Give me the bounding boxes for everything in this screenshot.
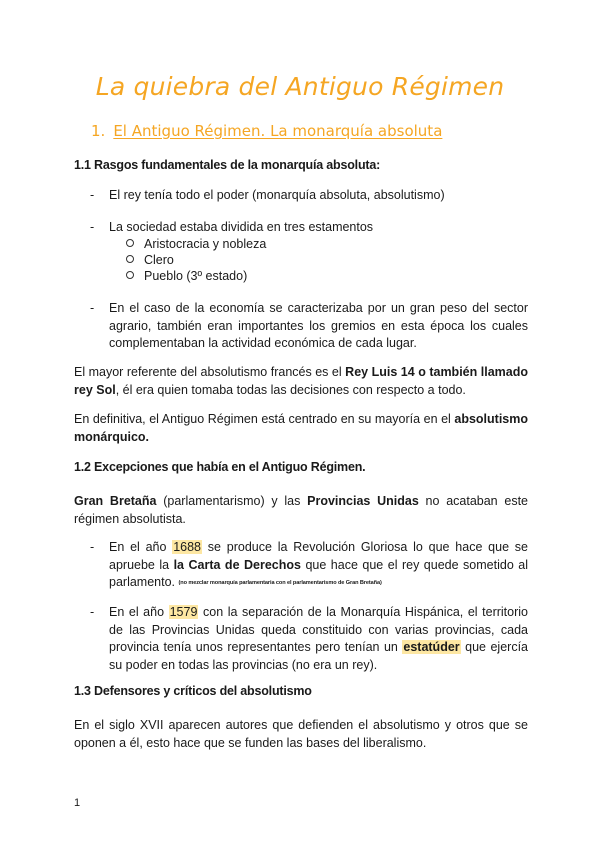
heading-1-1: 1.1 Rasgos fundamentales de la monarquía absoluta: [74, 158, 381, 172]
highlight-year: 1579 [169, 605, 198, 619]
subtitle-number: 1. [91, 122, 106, 140]
bullet-text: La sociedad estaba dividida en tres estamentos [109, 220, 374, 234]
bullet-text: En el caso de la economía se caracterizaba por un gran peso del sector agrario, también eran importantes los gremios en esta época los cuales complementaban la actividad económica de cada lugar. [109, 301, 528, 350]
bullet-text: En el año 1579 con la separación de la Monarquía Hispánica, el territorio de las Provincias Unidas queda constituido con varias provincias, cada provincia tenía unos representantes pero tenían un estatúder que ejercía su poder en todas las provincias (no era un rey). [109, 605, 528, 672]
sub-list-item: Aristocracia y nobleza [126, 236, 266, 252]
paragraph: En definitiva, el Antiguo Régimen está centrado en su mayoría en el absolutismo monárquico. [74, 412, 528, 444]
document-title: La quiebra del Antiguo Régimen [95, 72, 505, 101]
section-subtitle [91, 122, 442, 140]
small-note: (no mezclar monarquía parlamentaria con el parlamentarismo de Gran Bretaña) [178, 580, 382, 586]
heading-1-2: 1.2 Excepciones que había en el Antiguo Régimen. [74, 460, 366, 474]
bullet-text: El rey tenía todo el poder (monarquía absoluta, absolutismo) [109, 188, 445, 202]
sub-list-item: Pueblo (3º estado) [126, 268, 247, 284]
highlight-term: estatúder [403, 640, 460, 654]
highlight-year: 1688 [173, 540, 202, 554]
paragraph: Gran Bretaña (parlamentarismo) y las Provincias Unidas no acataban este régimen absolutista. [74, 494, 529, 526]
paragraph: El mayor referente del absolutismo francés es el Rey Luis 14 o también llamado rey Sol, él era quien tomaba todas las decisiones con respecto a todo. [74, 365, 528, 397]
heading-1-3: 1.3 Defensores y críticos del absolutismo [74, 684, 312, 698]
document-page: La quiebra del Antiguo Régimen 1. El Antiguo Régimen. La monarquía absoluta 1.1 Rasgos fundamentales de la monarquía absoluta: - El rey tenía todo el poder (monarquía absoluta, absolutismo) - La sociedad estaba dividida en tres estamentos Aristocracia y nobleza Clero Pueblo (3º estado) - En el caso de la economía se caracterizaba por un gran peso del sector agrario, también eran importantes los gremios en esta época los cuales complementaban la actividad económica de cada lugar. El mayor referente del absolutismo francés es el Rey Luis 14 o también llamado rey Sol, él era quien tomaba todas las decisiones con respecto a todo. En definitiva, el Antiguo Régimen está centrado en su mayoría en el absolutismo monárquico. 1.2 Excepciones que había en el Antiguo Régimen. Gran Bretaña (parlamentarismo) y las Provincias Unidas no acataban este régimen absolutista. - En el año 1688 se produce la Revolución Gloriosa lo que hace que se apruebe la la Carta de Derechos que hace que el rey quede sometido al parlamento. (no mezclar monarquía parlamentaria con el parlamentarismo de Gran Bretaña) - En el año 1579 con la separación de la Monarquía Hispánica, el territorio de las Provincias Unidas queda constituido con varias provincias, cada provincia tenía unos representantes pero tenían un estatúder que ejercía su poder en todas las provincias (no era un rey). 1.3 Defensores y críticos del absolutismo En el siglo XVII aparecen autores que defienden el absolutismo y otros que se oponen a él, esto hace que se funden las bases del liberalismo. 1 [0, 0, 600, 848]
paragraph: En el siglo XVII aparecen autores que defienden el absolutismo y otros que se oponen a él, esto hace que se funden las bases del liberalismo. [74, 718, 528, 750]
sub-list-item: Clero [126, 252, 174, 268]
circle-bullet-icon [126, 271, 134, 279]
circle-bullet-icon [126, 255, 134, 263]
page-number: 1 [74, 797, 81, 809]
bullet-text: En el año 1688 se produce la Revolución Gloriosa lo que hace que se apruebe la la Carta de Derechos que hace que el rey quede sometido al parlamento. (no mezclar monarquía parlamentaria con el parlamentarismo de Gran Bretaña) [109, 540, 528, 589]
circle-bullet-icon [126, 239, 134, 247]
subtitle-text: El Antiguo Régimen. La monarquía absoluta [113, 122, 443, 140]
